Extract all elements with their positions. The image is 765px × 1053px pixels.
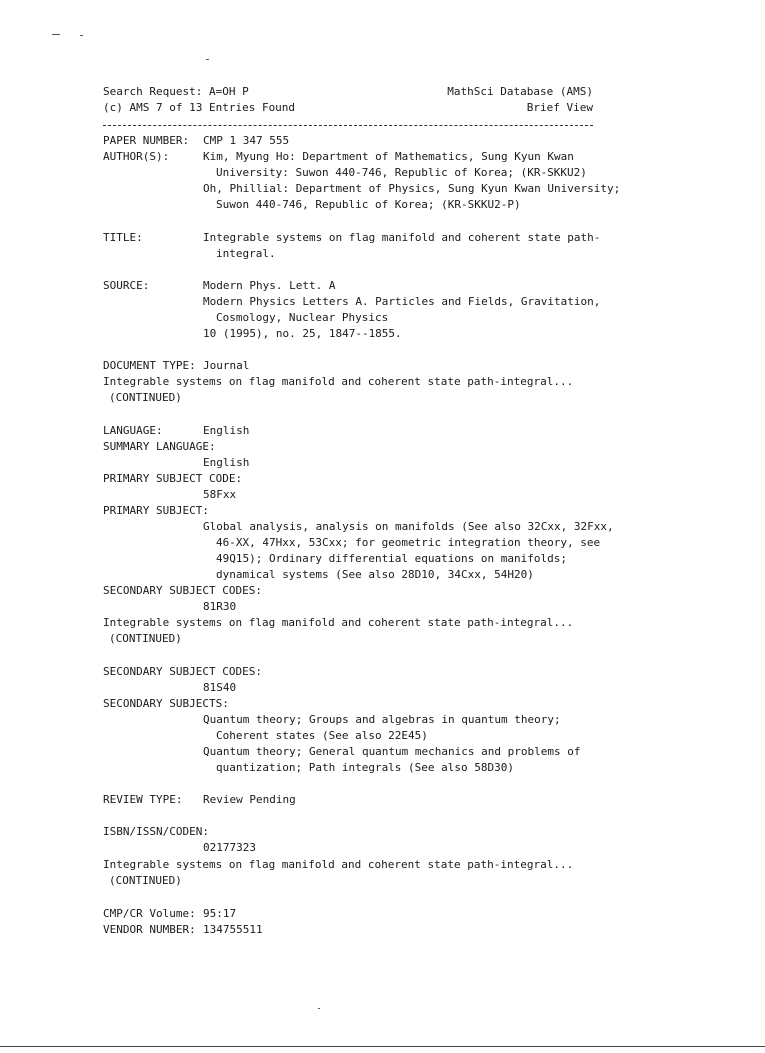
summary-language-value: English [203,456,250,469]
continued-title: Integrable systems on flag manifold and coherent state path-integral... [103,375,574,388]
database-name: MathSci Database (AMS) [447,85,593,98]
isbn-label: ISBN/ISSN/CODEN: [103,825,209,838]
continued-marker: (CONTINUED) [109,632,182,645]
secondary-subjects-label: SECONDARY SUBJECTS: [103,697,229,710]
view-mode: Brief View [526,101,593,114]
header-divider [103,125,593,126]
primary-subject-code-label: PRIMARY SUBJECT CODE: [103,472,243,485]
scan-speck [318,1008,320,1009]
cmp-volume-label: CMP/CR Volume: [103,907,196,920]
secondary-subject-codes-value: 81S40 [203,681,237,694]
secondary-subject-codes-value: 81R30 [203,600,237,613]
secondary-subject-line: Quantum theory; General quantum mechanics and problems of [203,745,581,758]
entry-count: (c) AMS 7 of 13 Entries Found [103,101,296,114]
document-type-label: DOCUMENT TYPE: [103,359,196,372]
scan-speck [52,34,60,35]
title-line: integral. [216,247,276,260]
scan-speck [80,35,83,36]
author-line: Suwon 440-746, Republic of Korea; (KR-SKKU2-P) [216,198,521,211]
paper-number-value: CMP 1 347 555 [203,134,290,147]
title-line: Integrable systems on flag manifold and coherent state path- [203,231,601,244]
vendor-number-label: VENDOR NUMBER: [103,923,196,936]
secondary-subject-line: Quantum theory; Groups and algebras in quantum theory; [203,713,561,726]
primary-subject-line: 49Q15); Ordinary differential equations on manifolds; [216,552,567,565]
summary-language-label: SUMMARY LANGUAGE: [103,440,216,453]
source-line: Modern Phys. Lett. A [203,279,336,292]
cmp-volume-value: 95:17 [203,907,237,920]
source-line: 10 (1995), no. 25, 1847--1855. [203,327,402,340]
continued-marker: (CONTINUED) [109,391,182,404]
paper-number-label: PAPER NUMBER: [103,134,190,147]
secondary-subject-codes-label: SECONDARY SUBJECT CODES: [103,665,262,678]
review-type-value: Review Pending [203,793,296,806]
language-value: English [203,424,250,437]
primary-subject-code-value: 58Fxx [203,488,237,501]
author-line: University: Suwon 440-746, Republic of Korea; (KR-SKKU2) [216,166,587,179]
secondary-subject-line: quantization; Path integrals (See also 58D30) [216,761,515,774]
source-line: Cosmology, Nuclear Physics [216,311,389,324]
language-label: LANGUAGE: [103,424,163,437]
scan-speck [206,59,209,60]
author-line: Oh, Phillial: Department of Physics, Sung Kyun Kwan University; [203,182,621,195]
title-label: TITLE: [103,231,143,244]
page-bottom-edge [0,1046,765,1047]
search-request: Search Request: A=OH P [103,85,249,98]
isbn-value: 02177323 [203,841,256,854]
continued-title: Integrable systems on flag manifold and coherent state path-integral... [103,858,574,871]
primary-subject-label: PRIMARY SUBJECT: [103,504,209,517]
author-line: Kim, Myung Ho: Department of Mathematics, Sung Kyun Kwan [203,150,574,163]
vendor-number-value: 134755511 [203,923,263,936]
continued-marker: (CONTINUED) [109,874,182,887]
primary-subject-line: 46-XX, 47Hxx, 53Cxx; for geometric integration theory, see [216,536,601,549]
source-label: SOURCE: [103,279,150,292]
document-type-value: Journal [203,359,250,372]
secondary-subject-codes-label: SECONDARY SUBJECT CODES: [103,584,262,597]
review-type-label: REVIEW TYPE: [103,793,183,806]
secondary-subject-line: Coherent states (See also 22E45) [216,729,428,742]
continued-title: Integrable systems on flag manifold and coherent state path-integral... [103,616,574,629]
primary-subject-line: Global analysis, analysis on manifolds (See also 32Cxx, 32Fxx, [203,520,614,533]
primary-subject-line: dynamical systems (See also 28D10, 34Cxx, 54H20) [216,568,534,581]
source-line: Modern Physics Letters A. Particles and Fields, Gravitation, [203,295,601,308]
authors-label: AUTHOR(S): [103,150,170,163]
